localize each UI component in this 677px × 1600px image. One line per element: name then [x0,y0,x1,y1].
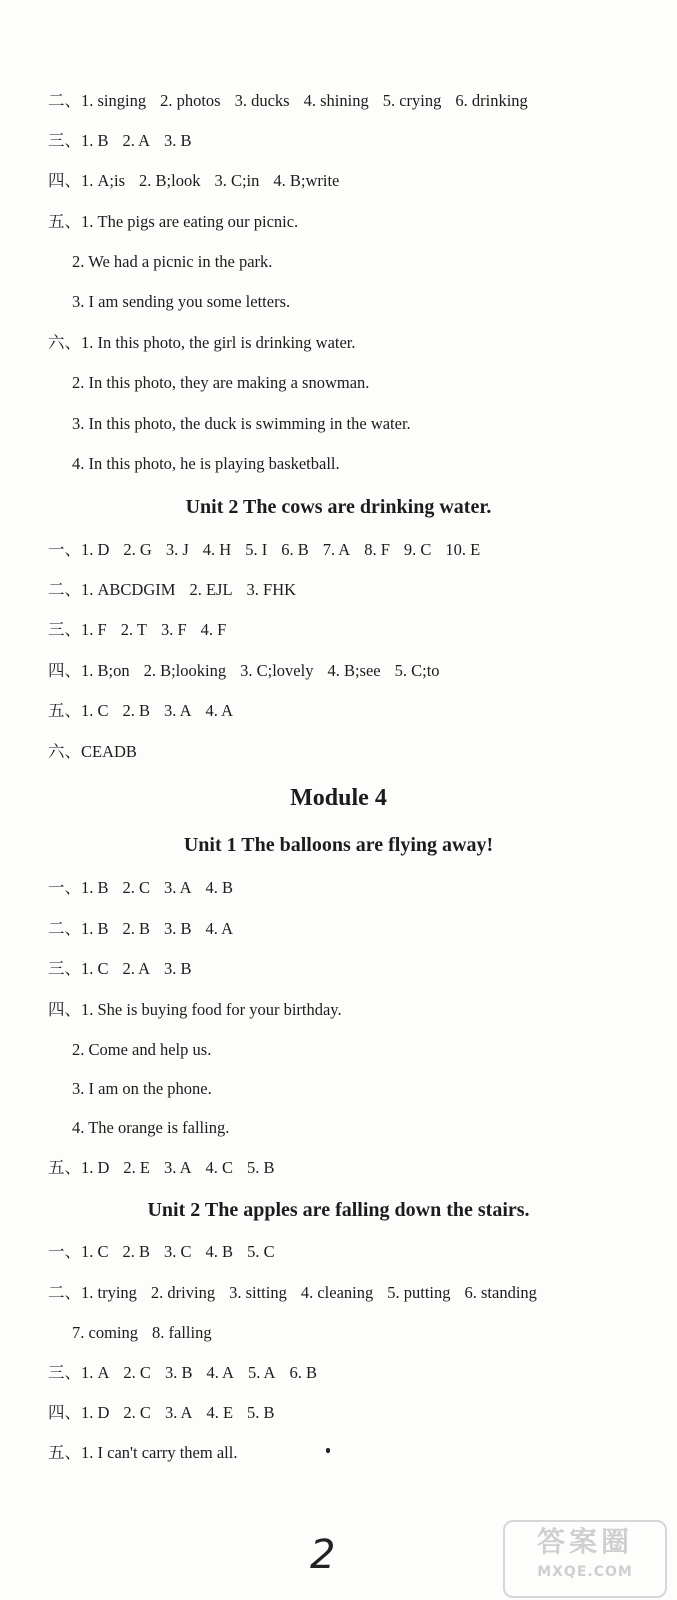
module-4-title: Module 4 [290,785,387,811]
m4u1-s4-line-3: 3. I am on the phone. [72,1079,212,1098]
m4u2-section-4: 四、1. D 2. C 3. A 4. E 5. B [48,1403,275,1422]
m4u2-s2-line-2: 7. coming 8. falling [72,1323,212,1342]
m3u2-section-1: 一、1. D 2. G 3. J 4. H 5. I 6. B 7. A 8. F 9. C 10. E [48,540,481,559]
ink-dot [326,1448,330,1453]
m3u2-section-5: 五、1. C 2. B 3. A 4. A [48,701,234,720]
unit-2-title: Unit 2 The cows are drinking water. [185,496,492,518]
m3u1-section-3: 三、1. B 2. A 3. B [48,131,192,150]
m4-unit-1-title: Unit 1 The balloons are flying away! [183,834,494,856]
m3u2-section-3: 三、1. F 2. T 3. F 4. F [48,620,227,639]
m4u1-s4-line-4: 4. The orange is falling. [72,1118,230,1137]
m4u1-section-4: 四、1. She is buying food for your birthday. [48,1000,342,1019]
m4u2-section-2: 二、1. trying 2. driving 3. sitting 4. cleaning 5. putting 6. standing [48,1283,537,1302]
m3u1-section-4: 四、1. A;is 2. B;look 3. C;in 4. B;write [48,171,340,190]
m3u2-section-6: 六、CEADB [48,742,137,761]
m3u2-section-4: 四、1. B;on 2. B;looking 3. C;lovely 4. B;see 5. C;to [48,661,440,680]
m3u1-s5-line-3: 3. I am sending you some letters. [72,292,291,311]
m3u1-section-2: 二、1. singing 2. photos 3. ducks 4. shining 5. crying 6. drinking [48,91,528,110]
m4u2-section-5: 五、1. I can't carry them all. [48,1443,238,1462]
watermark-logo-text: 答案圈 [536,1525,633,1558]
watermark-url: MXQE.COM [537,1564,633,1580]
m3u1-s6-line-2: 2. In this photo, they are making a snowman. [72,373,370,392]
m3u1-section-6: 六、1. In this photo, the girl is drinking water. [48,333,356,352]
m4u1-section-2: 二、1. B 2. B 3. B 4. A [48,919,234,938]
m4u1-s4-line-2: 2. Come and help us. [72,1040,212,1059]
m3u1-section-5: 五、1. The pigs are eating our picnic. [48,212,299,231]
m3u1-s6-line-4: 4. In this photo, he is playing basketball. [72,454,340,473]
m4u2-section-1: 一、1. C 2. B 3. C 4. B 5. C [48,1242,275,1261]
m4u1-section-1: 一、1. B 2. C 3. A 4. B [48,878,234,897]
m3u2-section-2: 二、1. ABCDGIM 2. EJL 3. FHK [48,580,297,599]
page-number: 2 [310,1532,336,1578]
m4u1-section-3: 三、1. C 2. A 3. B [48,959,192,978]
m3u1-s6-line-3: 3. In this photo, the duck is swimming in the water. [72,414,411,433]
site-watermark [503,1520,667,1598]
m3u1-s5-line-2: 2. We had a picnic in the park. [72,252,273,271]
m4u1-section-5: 五、1. D 2. E 3. A 4. C 5. B [48,1158,275,1177]
m4-unit-2-title: Unit 2 The apples are falling down the stairs. [147,1199,530,1221]
m4u2-section-3: 三、1. A 2. C 3. B 4. A 5. A 6. B [48,1363,317,1382]
